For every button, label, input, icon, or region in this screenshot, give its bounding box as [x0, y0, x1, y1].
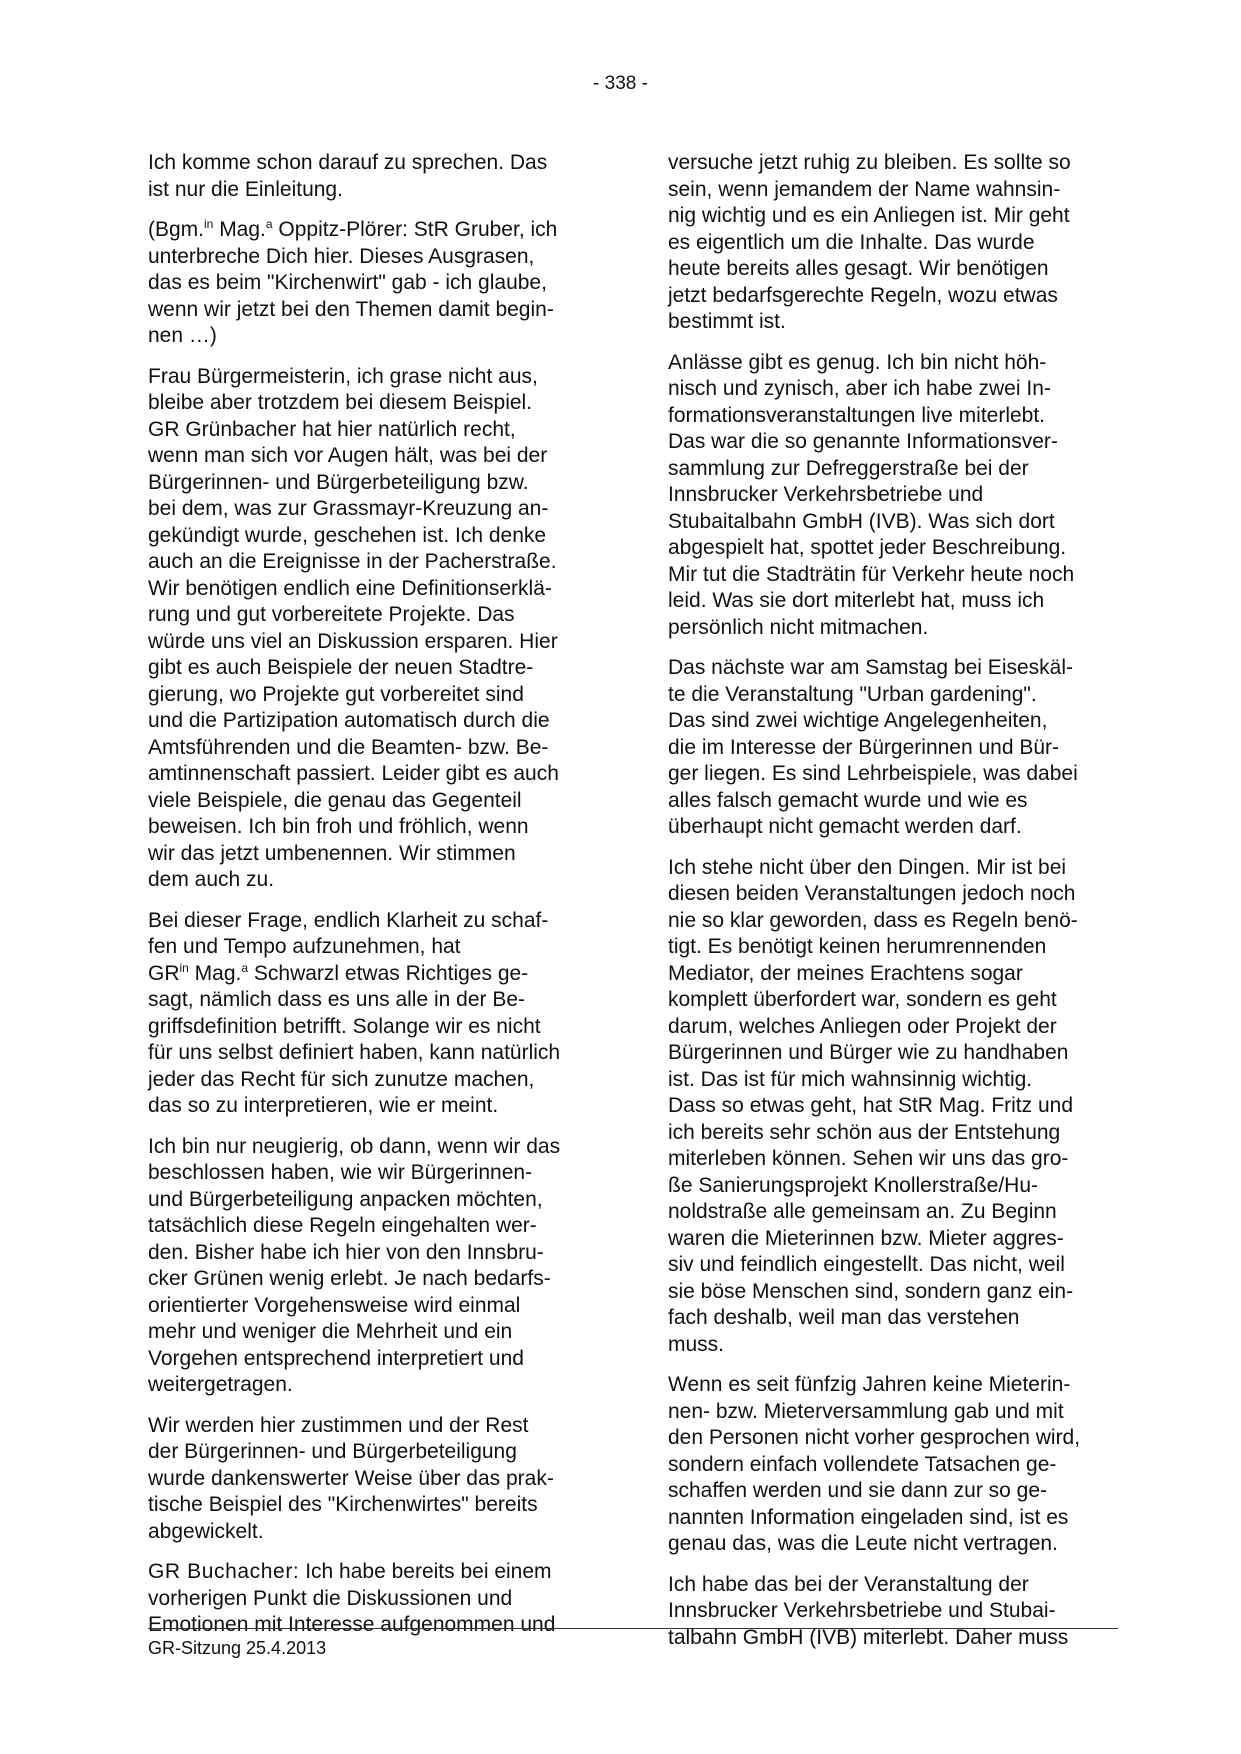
speaker-text: Ich habe bereits bei einem vorherigen Punkt die Diskussionen und Emotionen mit Interesse aufgenommen und: [148, 1560, 556, 1636]
paragraph-4-text: Schwarzl etwas Richtiges ge- sagt, nämlich dass es uns alle in der Be- griffsdefinition betrifft. Solange wir es nicht für uns selbst definiert haben, kann natürlich jeder das Recht für sich zunutze machen, das so zu interpretieren, wie er meint.: [148, 961, 561, 1117]
left-paragraph-6: Wir werden hier zustimmen und der Rest der Bürgerinnen- und Bürgerbeteiligung wurde dankenswerter Weise über das prak- tische Beispiel des "Kirchenwirtes" bereits abgewickelt.: [148, 1413, 554, 1543]
left-paragraph-3: Frau Bürgermeisterin, ich grase nicht aus, bleibe aber trotzdem bei diesem Beispiel. GR Grünbacher hat hier natürlich recht, wenn man sich vor Augen hält, was bei der Bürgerinnen- und Bürgerbeteiligung bzw. bei dem, was zur Grassmayr-Kreuzung an- gekündigt wurde, geschehen ist. Ich denke auch an die Ereignisse in der Pacherstraße. Wir benötigen endlich eine Definitionserklä- rung und gut vorbereitete Projekte. Das würde uns viel an Diskussion ersparen. Hier gibt es auch Beispiele der neuen Stadtre- gierung, wo Projekte gut vorbereitet sind und die Partizipation automatisch durch die Amtsführenden und die Beamten- bzw. Be- amtinnenschaft passiert. Leider gibt es auch viele Beispiele, die genau das Gegenteil beweisen. Ich bin froh und fröhlich, wenn wir das jetzt umbenennen. Wir stimmen dem auch zu.: [148, 364, 559, 891]
right-paragraph-1: versuche jetzt ruhig zu bleiben. Es sollte so sein, wenn jemandem der Name wahnsin- nig wichtig und es ein Anliegen ist. Mir geht es eigentlich um die Inhalte. Das wurde heute bereits alles gesagt. Wir benötigen jetzt bedarfsgerechte Regeln, wozu etwas bestimmt ist.: [668, 151, 1071, 333]
right-paragraph-5: Wenn es seit fünfzig Jahren keine Mieterin- nen- bzw. Mieterversammlung gab und mit den Personen nicht vorher gesprochen wird, sondern einfach vollendete Tatsachen ge- schaffen werden und sie dann zur so ge- nannten Information eingeladen sind, ist es genau das, was die Leute nicht vertragen.: [668, 1373, 1081, 1555]
right-paragraph-6: Ich habe das bei der Veranstaltung der Innsbrucker Verkehrsbetriebe und Stubai- talbahn GmbH (IVB) miterlebt. Daher muss: [668, 1572, 1069, 1649]
right-paragraph-4: Ich stehe nicht über den Dingen. Mir ist bei diesen beiden Veranstaltungen jedoch noch nie so klar geworden, dass es Regeln benö- tigt. Es benötigt keinen herumrennenden Mediator, der meines Erachtens sogar komplett überfordert war, sondern es geht darum, welches Anliegen oder Projekt der Bürgerinnen und Bürger wie zu handhaben ist. Das ist für mich wahnsinnig wichtig. Dass so etwas geht, hat StR Mag. Fritz und ich bereits sehr schön aus der Entstehung miterleben können. Sehen wir uns das gro- ße Sanierungsprojekt Knollerstraße/Hu- noldstraße alle gemeinsam an. Zu Beginn waren die Mieterinnen bzw. Mieter aggres- siv und feindlich eingestellt. Das nicht, weil sie böse Menschen sind, sondern ganz ein- fach deshalb, weil man das verstehen muss.: [668, 855, 1078, 1356]
footer-session-date: GR-Sitzung 25.4.2013: [148, 1638, 327, 1658]
footer-divider: [148, 1628, 1118, 1629]
superscript-a: a: [265, 217, 273, 231]
left-paragraph-2: [148, 217, 598, 350]
interjection-prefix: (Bgm.: [148, 218, 205, 241]
right-paragraph-2: Anlässe gibt es genug. Ich bin nicht höh- nisch und zynisch, aber ich habe zwei In- formationsveranstaltungen live miterlebt. Das war die so genannte Informationsver- sammlung zur Defreggerstraße bei der Innsbrucker Verkehrsbetriebe und Stubaitalbahn GmbH (IVB). Was sich dort abgespielt hat, spottet jeder Beschreibung. Mir tut die Stadträtin für Verkehr heute noch leid. Was sie dort miterlebt hat, muss ich persönlich nicht mitmachen.: [668, 350, 1075, 639]
interjection-title: Mag.: [213, 218, 266, 241]
left-paragraph-1: Ich komme schon darauf zu sprechen. Das ist nur die Einleitung.: [148, 151, 548, 201]
left-paragraph-7: [148, 1559, 598, 1639]
left-paragraph-4: [148, 908, 598, 1120]
right-paragraph-3: Das nächste war am Samstag bei Eiseskäl- te die Veranstaltung "Urban gardening". Das sind zwei wichtige Angelegenheiten, die im Interesse der Bürgerinnen und Bür- ger liegen. Es sind Lehrbeispiele, was dabei alles falsch gemacht wurde und wie es überhaupt nicht gemacht werden darf.: [668, 656, 1078, 838]
superscript-in: in: [179, 960, 189, 975]
paragraph-4-start: Bei dieser Frage, endlich Klarheit zu schaf- fen und Tempo aufzunehmen, hat GR: [148, 908, 549, 985]
superscript-in: in: [204, 217, 214, 231]
speaker-name: GR Buchacher:: [148, 1560, 300, 1583]
right-column: [668, 150, 1118, 1665]
superscript-a: a: [241, 960, 249, 975]
paragraph-4-title: Mag.: [188, 961, 242, 985]
interjection-text: Oppitz-Plörer: StR Gruber, ich unterbreche Dich hier. Dieses Ausgrasen, das es beim "Kirchenwirt" gab - ich glaube, wenn wir jetzt bei den Themen damit begin- nen …): [148, 218, 558, 347]
page-number: - 338 -: [593, 73, 648, 94]
left-paragraph-5: Ich bin nur neugierig, ob dann, wenn wir das beschlossen haben, wie wir Bürgerinnen- und Bürgerbeteiligung anpacken möchten, tatsächlich diese Regeln eingehalten wer- den. Bisher habe ich hier von den Innsbru- cker Grünen wenig erlebt. Je nach bedarfs- orientierter Vorgehensweise wird einmal mehr und weniger die Mehrheit und ein Vorgehen entsprechend interpretiert und weitergetragen.: [148, 1134, 561, 1396]
left-column: [148, 150, 598, 1653]
